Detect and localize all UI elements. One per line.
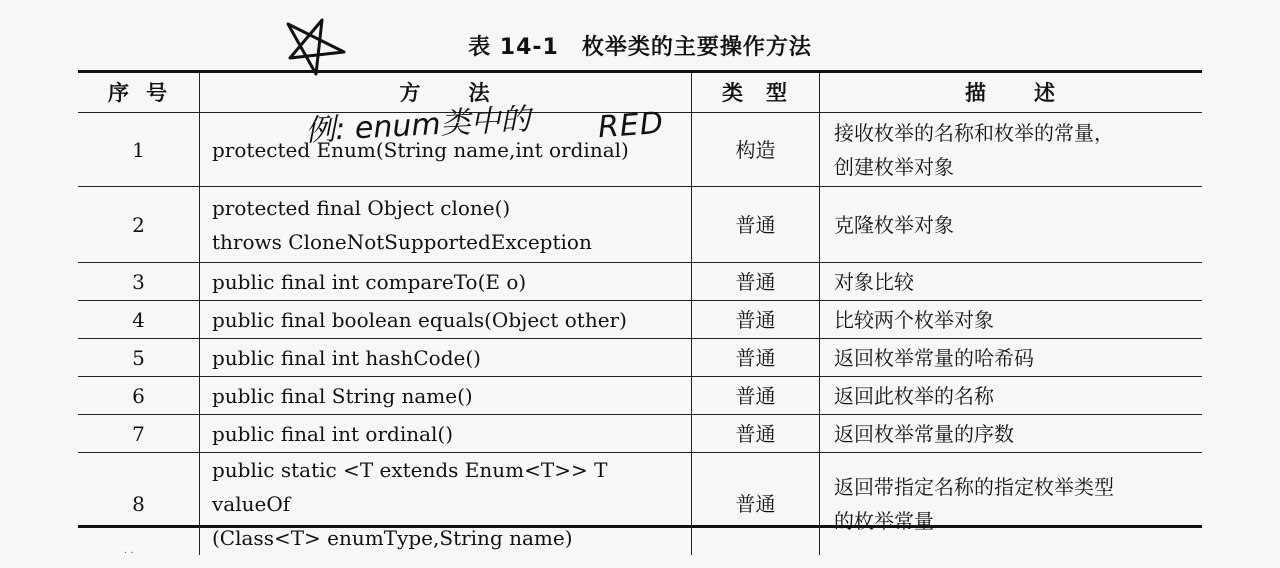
row-type: 普通 <box>692 453 820 555</box>
row-method <box>200 187 692 262</box>
row-description <box>820 453 1202 555</box>
header-type-b: 型 <box>766 80 789 105</box>
row-description <box>820 301 1202 338</box>
method-line: public final int hashCode() <box>212 345 481 370</box>
row-description <box>820 415 1202 452</box>
header-type <box>692 73 820 112</box>
description-line: 对象比较 <box>834 269 914 294</box>
header-type-a: 类 <box>722 80 745 105</box>
header-number <box>78 73 200 112</box>
table-title: 表 14-1 枚举类的主要操作方法 <box>468 35 812 60</box>
row-number: 4 <box>78 301 200 338</box>
table-row <box>78 377 1202 415</box>
method-line: public static <T extends Enum<T>> T valueOf <box>212 458 608 516</box>
method-line: protected Enum(String name,int ordinal) <box>212 137 629 162</box>
row-type: 普通 <box>692 301 820 338</box>
table-row <box>78 453 1202 550</box>
description-line: 创建枚举对象 <box>834 154 954 179</box>
row-description <box>820 187 1202 262</box>
row-number: 3 <box>78 263 200 300</box>
row-type: 普通 <box>692 339 820 376</box>
row-type: 普通 <box>692 415 820 452</box>
row-type: 普通 <box>692 263 820 300</box>
row-method <box>200 339 692 376</box>
row-number: 5 <box>78 339 200 376</box>
method-line: public final int compareTo(E o) <box>212 269 527 294</box>
description-line: 返回枚举常量的序数 <box>834 421 1014 446</box>
row-description <box>820 339 1202 376</box>
description-line: 克隆枚举对象 <box>834 212 954 237</box>
table-row <box>78 415 1202 453</box>
handwritten-note: 例: enum类中的 <box>304 102 532 149</box>
table-row <box>78 339 1202 377</box>
row-number: 1 <box>78 113 200 186</box>
row-description <box>820 263 1202 300</box>
row-type: 普通 <box>692 377 820 414</box>
description-line: 接收枚举的名称和枚举的常量， <box>834 120 1114 145</box>
description-line: 比较两个枚举对象 <box>834 307 994 332</box>
description-line: 返回带指定名称的指定枚举类型 <box>834 475 1114 499</box>
row-number: 6 <box>78 377 200 414</box>
row-number: 2 <box>78 187 200 262</box>
page-speck: · · <box>124 548 134 559</box>
header-number-a: 序 <box>108 80 131 105</box>
row-description <box>820 377 1202 414</box>
table-body <box>78 113 1202 550</box>
row-method <box>200 453 692 555</box>
method-line: (Class<T> enumType,String name) <box>212 526 573 550</box>
method-line: throws CloneNotSupportedException <box>212 229 592 254</box>
row-method <box>200 263 692 300</box>
header-method: 方 法 <box>200 73 692 112</box>
header-number-b: 号 <box>146 80 169 105</box>
description-line: 的枚举常量 <box>834 509 934 533</box>
row-method <box>200 301 692 338</box>
header-description: 描 述 <box>965 80 1057 105</box>
method-line: protected final Object clone() <box>212 195 511 220</box>
row-method <box>200 415 692 452</box>
row-number: 7 <box>78 415 200 452</box>
table-row <box>78 301 1202 339</box>
method-line: public final String name() <box>212 383 473 408</box>
row-type: 构造 <box>692 113 820 186</box>
method-line: public final int ordinal() <box>212 421 454 446</box>
table-row <box>78 263 1202 301</box>
row-number: 8 <box>78 453 200 555</box>
description-line: 返回此枚举的名称 <box>834 383 994 408</box>
method-line: public final boolean equals(Object other) <box>212 307 627 332</box>
row-description <box>820 113 1202 186</box>
description-line: 返回枚举常量的哈希码 <box>834 345 1034 370</box>
handwritten-red: RED <box>596 105 666 146</box>
row-type: 普通 <box>692 187 820 262</box>
table-row <box>78 187 1202 263</box>
row-method <box>200 377 692 414</box>
